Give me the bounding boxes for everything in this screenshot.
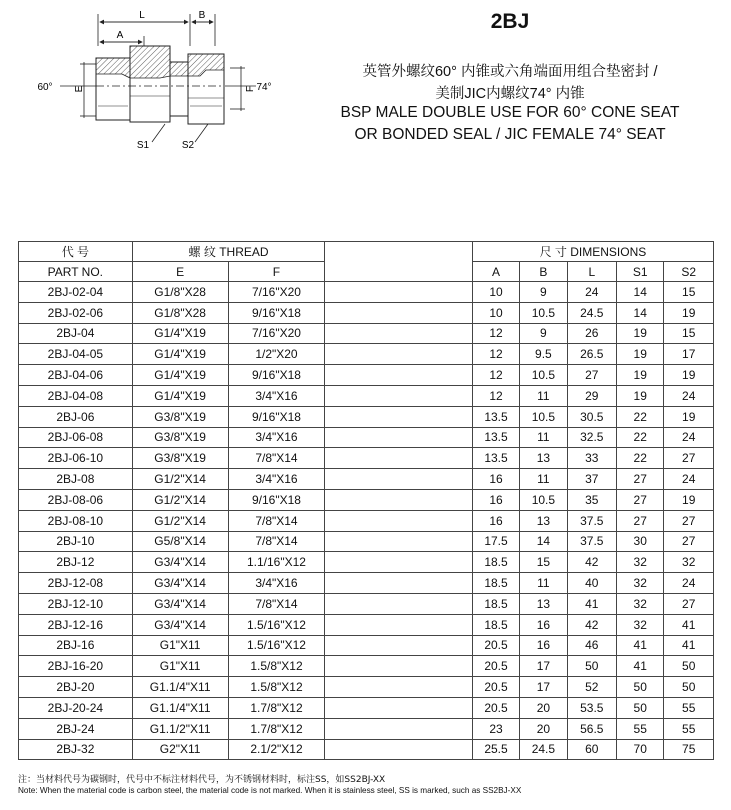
- thread-e-cell: G1/8"X28: [132, 282, 228, 303]
- thread-f-cell: 7/8"X14: [228, 593, 325, 614]
- thread-e-cell: G1/2"X14: [132, 469, 228, 490]
- dim-l-cell: 37: [567, 469, 616, 490]
- dim-l-cell: 27: [567, 365, 616, 386]
- table-row: [19, 677, 714, 698]
- thread-f-cell: 1/2"X20: [228, 344, 325, 365]
- thread-e-cell: G1/2"X14: [132, 489, 228, 510]
- spacer-cell: [325, 385, 472, 406]
- dim-s1-cell: 22: [617, 406, 664, 427]
- part-no-cell: 2BJ-08-06: [19, 489, 133, 510]
- spacer-cell: [325, 365, 472, 386]
- dim-a-cell: 20.5: [472, 677, 519, 698]
- part-no-cell: 2BJ-10: [19, 531, 133, 552]
- dim-a-cell: 13.5: [472, 406, 519, 427]
- header-col-b: B: [520, 262, 567, 282]
- dim-b-cell: 10.5: [520, 406, 567, 427]
- title-en-line-2: OR BONDED SEAL / JIC FEMALE 74° SEAT: [354, 126, 666, 143]
- spacer-cell: [325, 614, 472, 635]
- dim-b-cell: 20: [520, 697, 567, 718]
- part-no-cell: 2BJ-04-05: [19, 344, 133, 365]
- thread-e-cell: G1/4"X19: [132, 365, 228, 386]
- dim-s1-cell: 50: [617, 697, 664, 718]
- header-col-l: L: [567, 262, 616, 282]
- dim-s2-cell: 27: [664, 593, 714, 614]
- dim-b-cell: 16: [520, 614, 567, 635]
- dim-s2-cell: 24: [664, 573, 714, 594]
- dim-b-cell: 11: [520, 427, 567, 448]
- thread-e-cell: G5/8"X14: [132, 531, 228, 552]
- part-no-cell: 2BJ-04-06: [19, 365, 133, 386]
- header-thread-group: 螺 纹 THREAD: [132, 242, 325, 262]
- dim-l-cell: 24.5: [567, 302, 616, 323]
- dim-a-cell: 16: [472, 469, 519, 490]
- dim-s1-cell: 19: [617, 323, 664, 344]
- dim-s2-cell: 19: [664, 365, 714, 386]
- dim-a-cell: 20.5: [472, 635, 519, 656]
- dim-a-cell: 12: [472, 344, 519, 365]
- table-row: [19, 406, 714, 427]
- spacer-cell: [325, 448, 472, 469]
- spacer-cell: [325, 718, 472, 739]
- table-row: [19, 739, 714, 760]
- dim-s1-cell: 14: [617, 302, 664, 323]
- spacer-cell: [325, 677, 472, 698]
- thread-f-cell: 9/16"X18: [228, 365, 325, 386]
- part-no-cell: 2BJ-06-10: [19, 448, 133, 469]
- thread-f-cell: 3/4"X16: [228, 427, 325, 448]
- spacer-cell: [325, 282, 472, 303]
- dim-l-cell: 37.5: [567, 531, 616, 552]
- thread-f-cell: 9/16"X18: [228, 302, 325, 323]
- dim-l-cell: 53.5: [567, 697, 616, 718]
- table-row: [19, 344, 714, 365]
- dim-s2-cell: 15: [664, 282, 714, 303]
- dim-a-cell: 10: [472, 302, 519, 323]
- title-cn-line-2: 美制JIC内螺纹74° 内锥: [435, 86, 585, 102]
- dim-l-cell: 42: [567, 552, 616, 573]
- thread-e-cell: G1/8"X28: [132, 302, 228, 323]
- table-row: [19, 531, 714, 552]
- dim-l-cell: 56.5: [567, 718, 616, 739]
- table-row: [19, 697, 714, 718]
- dim-l-cell: 29: [567, 385, 616, 406]
- table-row: [19, 365, 714, 386]
- part-no-cell: 2BJ-02-04: [19, 282, 133, 303]
- dim-s1-cell: 32: [617, 593, 664, 614]
- header-col-s2: S2: [664, 262, 714, 282]
- spacer-cell: [325, 489, 472, 510]
- part-no-cell: 2BJ-12-10: [19, 593, 133, 614]
- dim-a-cell: 20.5: [472, 656, 519, 677]
- dim-l-cell: 50: [567, 656, 616, 677]
- dim-s2-cell: 24: [664, 427, 714, 448]
- dim-b-cell: 14: [520, 531, 567, 552]
- spacer-cell: [325, 469, 472, 490]
- spacer-cell: [325, 697, 472, 718]
- thread-e-cell: G1/4"X19: [132, 323, 228, 344]
- dim-s2-cell: 24: [664, 385, 714, 406]
- thread-f-cell: 2.1/2"X12: [228, 739, 325, 760]
- part-no-cell: 2BJ-04: [19, 323, 133, 344]
- dim-s1-cell: 27: [617, 510, 664, 531]
- dim-s2-cell: 27: [664, 531, 714, 552]
- table-row: [19, 282, 714, 303]
- dim-s2-cell: 15: [664, 323, 714, 344]
- dim-b-cell: 11: [520, 385, 567, 406]
- dim-b-cell: 10.5: [520, 365, 567, 386]
- dim-s1-cell: 22: [617, 448, 664, 469]
- dim-b-cell: 10.5: [520, 302, 567, 323]
- part-no-cell: 2BJ-12-16: [19, 614, 133, 635]
- dim-s1-cell: 14: [617, 282, 664, 303]
- part-no-cell: 2BJ-32: [19, 739, 133, 760]
- dim-a-cell: 23: [472, 718, 519, 739]
- dim-F-label: F: [245, 85, 256, 93]
- table-row: [19, 427, 714, 448]
- table-row: [19, 656, 714, 677]
- dim-a-cell: 20.5: [472, 697, 519, 718]
- dim-s2-cell: 55: [664, 718, 714, 739]
- dim-b-cell: 9: [520, 282, 567, 303]
- dim-s1-cell: 70: [617, 739, 664, 760]
- part-no-cell: 2BJ-20: [19, 677, 133, 698]
- spec-table: [18, 241, 714, 760]
- dim-l-cell: 40: [567, 573, 616, 594]
- spacer-cell: [325, 593, 472, 614]
- thread-f-cell: 1.5/16"X12: [228, 614, 325, 635]
- part-no-cell: 2BJ-24: [19, 718, 133, 739]
- thread-e-cell: G3/4"X14: [132, 614, 228, 635]
- dim-s2-cell: 19: [664, 406, 714, 427]
- dim-l-cell: 24: [567, 282, 616, 303]
- header-col-s1: S1: [617, 262, 664, 282]
- thread-f-cell: 1.7/8"X12: [228, 718, 325, 739]
- spacer-cell: [325, 510, 472, 531]
- table-row: [19, 718, 714, 739]
- dim-a-cell: 16: [472, 489, 519, 510]
- table-row: [19, 323, 714, 344]
- thread-f-cell: 7/8"X14: [228, 448, 325, 469]
- dim-s2-cell: 27: [664, 448, 714, 469]
- dim-a-cell: 12: [472, 323, 519, 344]
- table-row: [19, 635, 714, 656]
- header-dimensions-group: 尺 寸 DIMENSIONS: [472, 242, 713, 262]
- dim-b-cell: 9.5: [520, 344, 567, 365]
- dim-b-cell: 17: [520, 677, 567, 698]
- dim-b-cell: 24.5: [520, 739, 567, 760]
- dim-l-cell: 60: [567, 739, 616, 760]
- thread-f-cell: 3/4"X16: [228, 385, 325, 406]
- table-row: [19, 385, 714, 406]
- dim-s2-cell: 50: [664, 677, 714, 698]
- header-col-e: E: [132, 262, 228, 282]
- thread-e-cell: G3/4"X14: [132, 573, 228, 594]
- dim-s1-cell: 27: [617, 489, 664, 510]
- dim-b-cell: 13: [520, 593, 567, 614]
- dim-b-cell: 13: [520, 510, 567, 531]
- dim-l-cell: 35: [567, 489, 616, 510]
- thread-e-cell: G1/4"X19: [132, 344, 228, 365]
- table-row: [19, 510, 714, 531]
- dim-b-cell: 11: [520, 469, 567, 490]
- dim-l-cell: 33: [567, 448, 616, 469]
- dim-l-cell: 41: [567, 593, 616, 614]
- thread-e-cell: G2"X11: [132, 739, 228, 760]
- product-code: 2BJ: [490, 10, 530, 33]
- spacer-cell: [325, 739, 472, 760]
- dim-s2-cell: 32: [664, 552, 714, 573]
- table-row: [19, 573, 714, 594]
- dim-s1-cell: 27: [617, 469, 664, 490]
- table-header-row-1: [19, 242, 714, 262]
- dim-s2-cell: 55: [664, 697, 714, 718]
- spacer-cell: [325, 344, 472, 365]
- thread-f-cell: 3/4"X16: [228, 469, 325, 490]
- dim-s1-cell: 32: [617, 614, 664, 635]
- note-cn: 注：当材料代号为碳钢时，代号中不标注材料代号，为不锈钢材料时，标注SS，如SS2BJ-XX: [18, 775, 386, 785]
- dim-s2-cell: 50: [664, 656, 714, 677]
- thread-e-cell: G1"X11: [132, 656, 228, 677]
- spacer-cell: [325, 531, 472, 552]
- dim-s1-cell: 22: [617, 427, 664, 448]
- part-no-cell: 2BJ-02-06: [19, 302, 133, 323]
- table-row: [19, 614, 714, 635]
- dim-s2-cell: 41: [664, 614, 714, 635]
- header-part-no: PART NO.: [19, 262, 133, 282]
- dim-l-cell: 26: [567, 323, 616, 344]
- dim-A-label: A: [116, 30, 124, 41]
- thread-e-cell: G3/8"X19: [132, 448, 228, 469]
- thread-f-cell: 7/16"X20: [228, 282, 325, 303]
- thread-e-cell: G3/8"X19: [132, 406, 228, 427]
- thread-f-cell: 3/4"X16: [228, 573, 325, 594]
- table-body: [19, 282, 714, 760]
- thread-f-cell: 9/16"X18: [228, 406, 325, 427]
- spacer-cell: [325, 552, 472, 573]
- thread-f-cell: 7/8"X14: [228, 531, 325, 552]
- thread-e-cell: G3/4"X14: [132, 552, 228, 573]
- dim-s1-cell: 30: [617, 531, 664, 552]
- dim-l-cell: 32.5: [567, 427, 616, 448]
- part-no-cell: 2BJ-20-24: [19, 697, 133, 718]
- dim-a-cell: 16: [472, 510, 519, 531]
- thread-f-cell: 7/8"X14: [228, 510, 325, 531]
- thread-e-cell: G1.1/2"X11: [132, 718, 228, 739]
- dim-a-cell: 25.5: [472, 739, 519, 760]
- table-row: [19, 448, 714, 469]
- dim-b-cell: 16: [520, 635, 567, 656]
- dim-L-label: L: [139, 10, 145, 21]
- dim-s2-cell: 41: [664, 635, 714, 656]
- dim-l-cell: 37.5: [567, 510, 616, 531]
- dim-s1-cell: 41: [617, 656, 664, 677]
- dim-s2-cell: 27: [664, 510, 714, 531]
- dim-E-label: E: [74, 85, 85, 93]
- table-row: [19, 552, 714, 573]
- dim-b-cell: 17: [520, 656, 567, 677]
- dim-s1-cell: 55: [617, 718, 664, 739]
- dim-s2-cell: 19: [664, 302, 714, 323]
- dim-s1-cell: 32: [617, 573, 664, 594]
- thread-f-cell: 1.1/16"X12: [228, 552, 325, 573]
- thread-e-cell: G3/8"X19: [132, 427, 228, 448]
- dim-s1-cell: 50: [617, 677, 664, 698]
- dim-s2-cell: 19: [664, 489, 714, 510]
- dim-a-cell: 10: [472, 282, 519, 303]
- dim-l-cell: 42: [567, 614, 616, 635]
- thread-f-cell: 1.5/8"X12: [228, 677, 325, 698]
- dim-s1-cell: 41: [617, 635, 664, 656]
- part-no-cell: 2BJ-12-08: [19, 573, 133, 594]
- spacer-cell: [325, 635, 472, 656]
- thread-e-cell: G1.1/4"X11: [132, 697, 228, 718]
- spacer-cell: [325, 302, 472, 323]
- thread-e-cell: G1/2"X14: [132, 510, 228, 531]
- part-no-cell: 2BJ-16-20: [19, 656, 133, 677]
- dim-s2-cell: 75: [664, 739, 714, 760]
- dim-s1-cell: 19: [617, 385, 664, 406]
- thread-f-cell: 9/16"X18: [228, 489, 325, 510]
- dim-S2-label: S2: [181, 140, 195, 151]
- spacer-cell: [325, 573, 472, 594]
- title-en-line-1: BSP MALE DOUBLE USE FOR 60° CONE SEAT: [340, 104, 680, 121]
- header-code-cn: 代 号: [19, 242, 133, 262]
- dim-l-cell: 30.5: [567, 406, 616, 427]
- thread-e-cell: G1.1/4"X11: [132, 677, 228, 698]
- thread-e-cell: G1/4"X19: [132, 385, 228, 406]
- dim-s2-cell: 24: [664, 469, 714, 490]
- dim-l-cell: 52: [567, 677, 616, 698]
- spacer-cell: [325, 656, 472, 677]
- dim-b-cell: 20: [520, 718, 567, 739]
- dim-l-cell: 26.5: [567, 344, 616, 365]
- dim-a-cell: 13.5: [472, 448, 519, 469]
- dim-a-cell: 18.5: [472, 573, 519, 594]
- dim-a-cell: 18.5: [472, 552, 519, 573]
- table-row: [19, 469, 714, 490]
- dim-a-cell: 12: [472, 365, 519, 386]
- angle-60-label: 60°: [37, 82, 53, 93]
- dim-s1-cell: 32: [617, 552, 664, 573]
- part-no-cell: 2BJ-12: [19, 552, 133, 573]
- part-no-cell: 2BJ-06: [19, 406, 133, 427]
- dim-b-cell: 10.5: [520, 489, 567, 510]
- dim-s1-cell: 19: [617, 365, 664, 386]
- thread-f-cell: 7/16"X20: [228, 323, 325, 344]
- note-en: Note: When the material code is carbon steel, the material code is not marked. When it is stainless steel, SS is marked, such as SS2BJ-XX: [18, 786, 522, 795]
- dim-a-cell: 12: [472, 385, 519, 406]
- spacer-cell: [325, 406, 472, 427]
- header-spacer: [325, 242, 472, 282]
- thread-e-cell: G1"X11: [132, 635, 228, 656]
- fitting-drawing: [30, 6, 290, 156]
- dim-a-cell: 18.5: [472, 614, 519, 635]
- spacer-cell: [325, 323, 472, 344]
- table-row: [19, 302, 714, 323]
- dim-s2-cell: 17: [664, 344, 714, 365]
- thread-f-cell: 1.5/8"X12: [228, 656, 325, 677]
- part-no-cell: 2BJ-08-10: [19, 510, 133, 531]
- part-no-cell: 2BJ-16: [19, 635, 133, 656]
- thread-f-cell: 1.7/8"X12: [228, 697, 325, 718]
- dim-B-label: B: [198, 10, 206, 21]
- dim-b-cell: 13: [520, 448, 567, 469]
- dim-S1-label: S1: [136, 140, 150, 151]
- part-no-cell: 2BJ-06-08: [19, 427, 133, 448]
- table-row: [19, 489, 714, 510]
- part-no-cell: 2BJ-04-08: [19, 385, 133, 406]
- dim-a-cell: 17.5: [472, 531, 519, 552]
- header-col-a: A: [472, 262, 519, 282]
- angle-74-label: 74°: [256, 82, 272, 93]
- dim-l-cell: 46: [567, 635, 616, 656]
- spacer-cell: [325, 427, 472, 448]
- header-col-f: F: [228, 262, 325, 282]
- thread-e-cell: G3/4"X14: [132, 593, 228, 614]
- dim-b-cell: 11: [520, 573, 567, 594]
- dim-a-cell: 13.5: [472, 427, 519, 448]
- title-cn-line-1: 英管外螺纹60° 内锥或六角端面用组合垫密封 /: [362, 64, 658, 80]
- part-no-cell: 2BJ-08: [19, 469, 133, 490]
- table-row: [19, 593, 714, 614]
- dim-a-cell: 18.5: [472, 593, 519, 614]
- dim-b-cell: 9: [520, 323, 567, 344]
- dim-s1-cell: 19: [617, 344, 664, 365]
- thread-f-cell: 1.5/16"X12: [228, 635, 325, 656]
- dim-b-cell: 15: [520, 552, 567, 573]
